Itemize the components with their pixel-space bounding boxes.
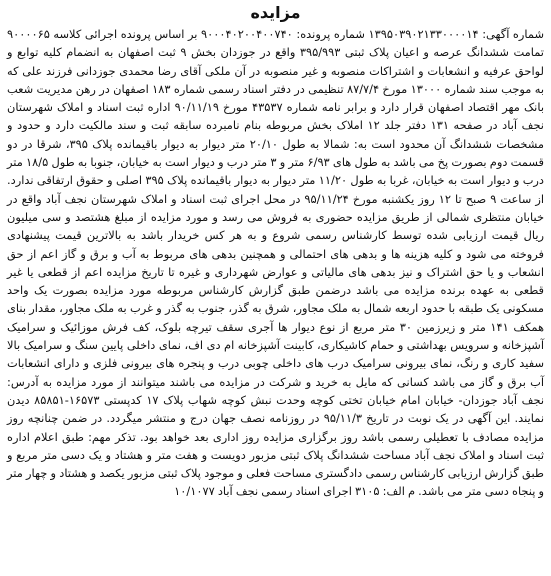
notice-title: مزایده (250, 3, 301, 22)
notice-body: شماره آگهی: ۱۳۹۵۰۳۹۰۲۱۳۳۰۰۰۰۱۴ شماره پرونده: ۹۰۰۰۴۰۲۰۰۴۰۰۷۴۰ بر اساس پرونده اجرائی کلاسه ۹۰۰۰۰۶۵ تمامت ششدانگ عرصه و اعیان پلاک ثبتی ۳۹۵/۹۹۳ واقع در جوزدان بخش ۹ ثبت اصفهان به انضمام کلیه توابع و لواحق عرفیه و انشعابات و اشتراکات منصوبه و غیر منصوبه در آن ملکی آقای رضا محمدی جوزدانی فرزند علی که به موجب سند شماره ۱۳۰۰۰ مورخ ۸۷/۷/۴ تنظیمی در دفتر اسناد رسمی شماره ۱۸۳ اصفهان در رهن مدیریت شعب بانک مهر اقتصاد اصفهان قرار دارد و برابر نامه شماره ۴۳۵۳۷ مورخ ۹۰/۱۱/۱۹ اداره ثبت اسناد و املاک شهرستان نجف آباد در صفحه ۱۳۱ دفتر جلد ۱۲ املاک بخش مربوطه بنام نامبرده سابقه ثبت و سند مالکیت دارد و حدود و مشخصات ششدانگ آن محدود است به: شمالا به طول ۲۰/۱۰ متر دیوار به دیوار باقیمانده پلاک ۳۹۵، شرقا در دو قسمت دوم بصورت پخ می باشد به طول های ۶/۹۳ متر و ۳ متر درب و دیوار است به خیابان، جنوبا به طول ۱۸/۵ متر درب و دیوار است به خیابان، غربا به طول ۱۱/۲۰ متر دیوار به دیوار باقیمانده پلاک ۳۹۵ اصلی و حقوق ارتفاقی ندارد. از ساعت ۹ صبح تا ۱۲ روز یکشنبه مورخ ۹۵/۱۱/۲۴ در محل اجرای ثبت اسناد و املاک شهرستان نجف آباد واقع در خیابان منتظری شمالی از طریق مزایده حضوری به فروش می رسد و مورد مزایده از مبلغ هشتصد و سی میلیون ریال قیمت ارزیابی شده توسط کارشناس رسمی شروع و به هر کس خریدار باشد به بالاترین قیمت پیشنهادی فروخته می شود و کلیه هزینه ها و بدهی های احتمالی و همچنین بدهی های مربوط به آب و برق و گاز اعم از حق انشعاب و یا حق اشتراک و نیز بدهی های مالیاتی و عوارض شهرداری و غیره تا تاریخ مزایده اعم از قطعی یا غیر قطعی به عهده برنده مزایده می باشد درضمن طبق گزارش کارشناس مربوطه مورد مزایده بصورت یک واحد مسکونی یک طبقه با حدود اربعه شمال به ملک مجاور، شرق به گذر، جنوب به گذر و غرب به ملک مجاور، مقدار بنای همکف ۱۴۱ متر و زیرزمین ۳۰ متر مربع از نوع دیوار ها آجری سقف تیرچه بلوک، کف فرش موزائیک و سرامیک آشپزخانه و سرویس بهداشتی و حمام کاشیکاری، کابینت آشپزخانه ام دی اف، نمای داخلی پایین سنگ و سرامیک بالا سفید کاری و رنگ، نمای بیرونی سرامیک درب های داخلی چوبی درب و پنجره های بیرونی فلزی و دارای انشعابات آب برق و گاز می باشد کسانی که مایل به خرید و شرکت در مزایده می باشند میتوانند از مورد مزایده به آدرس: نجف آباد جوزدان- خیابان امام خیابان تختی کوچه وحدت نبش کوچه شهاب پلاک ۱۷ کدپستی ۱۶۵۷۳-۸۵۸۵۱ دیدن نمایند. این آگهی در یک نوبت در تاریخ ۹۵/۱۱/۳ در روزنامه نصف جهان درج و منتشر میگردد. در ضمن چنانچه روز مزایده مصادف با تعطیلی رسمی باشد روز برگزاری مزایده روز اداری بعد خواهد بود. تذکر مهم: طبق اعلام اداره ثبت اسناد و املاک نجف آباد مساحت ششدانگ پلاک ثبتی مزبور دویست و هفت متر و هشتاد و یک دسی متر مربع و طبق گزارش ارزیابی کارشناس رسمی دادگستری مساحت فعلی و موجود پلاک ثبتی مزبور یکصد و هشتاد و چهار متر و پنجاه دسی متر می باشد. م الف: ۳۱۰۵ اجرای اسناد رسمی نجف آباد ۱۰/۱۰۷۷ (7, 27, 545, 499)
